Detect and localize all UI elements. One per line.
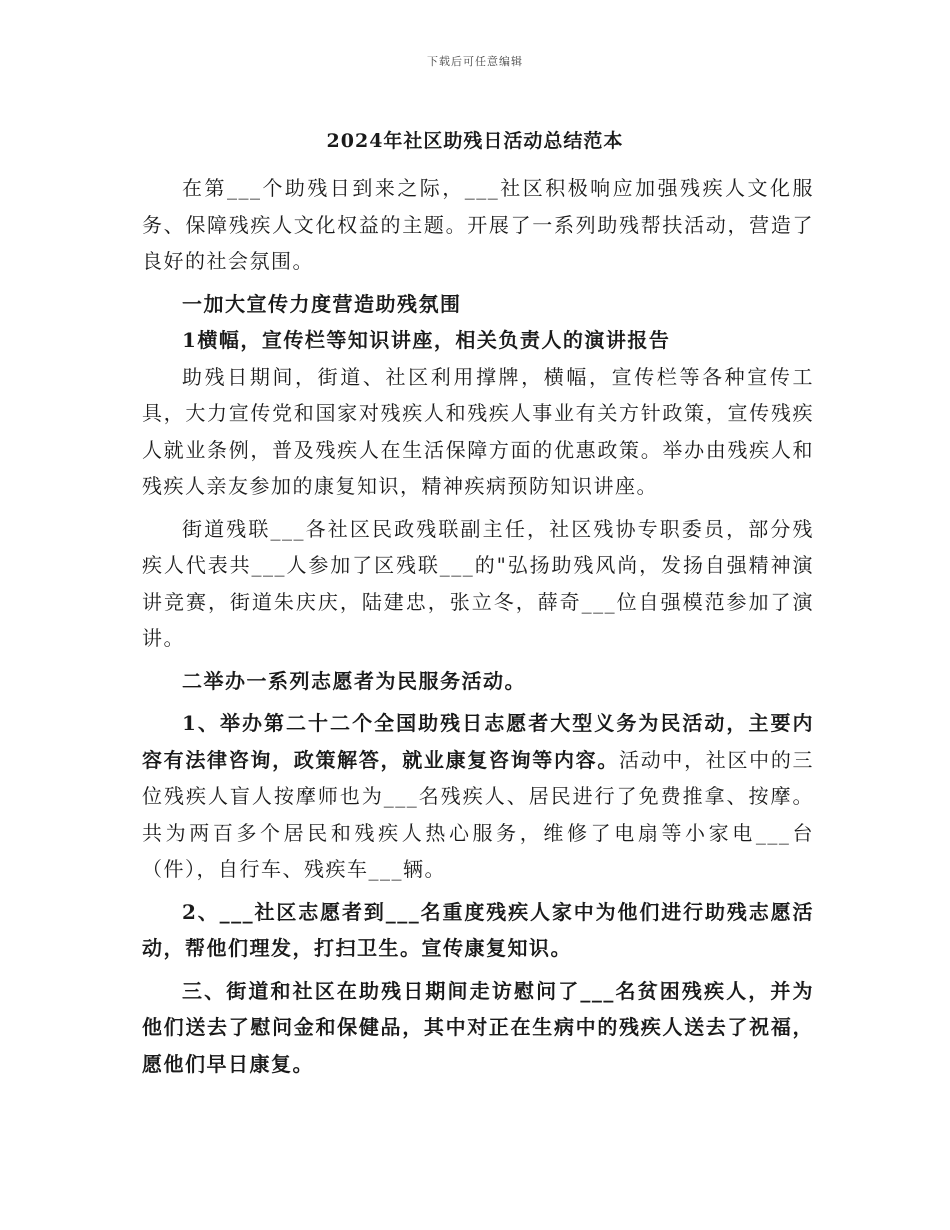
condolence-visit-paragraph: 三、街道和社区在助残日期间走访慰问了___名贫困残疾人，并为他们送去了慰问金和保健品，其中对正在生病中的残疾人送去了祝福，愿他们早日康复。 xyxy=(142,978,814,1076)
home-visit-paragraph: 2、___社区志愿者到___名重度残疾人家中为他们进行助残志愿活动，帮他们理发，打扫卫生。宣传康复知识。 xyxy=(142,899,814,960)
section-heading-2: 二举办一系列志愿者为民服务活动。 xyxy=(182,668,526,693)
intro-paragraph: 在第___个助残日到来之际，___社区积极响应加强残疾人文化服务、保障残疾人文化权益的主题。开展了一系列助残帮扶活动，营造了良好的社会氛围。 xyxy=(142,176,814,273)
subsection-heading-1-1: 1横幅，宣传栏等知识讲座，相关负责人的演讲报告 xyxy=(182,328,671,352)
volunteer-activity-paragraph xyxy=(142,705,814,888)
section-heading-1: 一加大宣传力度营造助残氛围 xyxy=(182,291,462,316)
document-body xyxy=(142,170,814,1082)
volunteer-activity-bold: 1、举办第二十二个全国助残日志愿者大型义务为民活动，主要内容有法律咨询，政策解答，就业康复咨询等内容。 xyxy=(142,711,814,772)
speech-contest-paragraph: 街道残联___各社区民政残联副主任，社区残协专职委员，部分残疾人代表共___人参加了区残联___的"弘扬助残风尚，发扬自强精神演讲竞赛，街道朱庆庆，陆建忠，张立冬，薛奇___位自强模范参加了演讲。 xyxy=(142,516,814,650)
document-title: 2024年社区助残日活动总结范本 xyxy=(326,130,624,152)
header-note: 下载后可任意编辑 xyxy=(427,55,523,68)
volunteer-activity-detail: 活动中，社区中的三位残疾人盲人按摩师也为___名残疾人、居民进行了免费推拿、按摩。共为两百多个居民和残疾人热心服务，维修了电扇等小家电___台（件），自行车、残疾车___辆。 xyxy=(142,747,815,881)
publicity-paragraph: 助残日期间，街道、社区利用撑牌，横幅，宣传栏等各种宣传工具，大力宣传党和国家对残疾人和残疾人事业有关方针政策，宣传残疾人就业条例，普及残疾人在生活保障方面的优惠政策。举办由残疾人和残疾人亲友参加的康复知识，精神疾病预防知识讲座。 xyxy=(142,364,814,498)
